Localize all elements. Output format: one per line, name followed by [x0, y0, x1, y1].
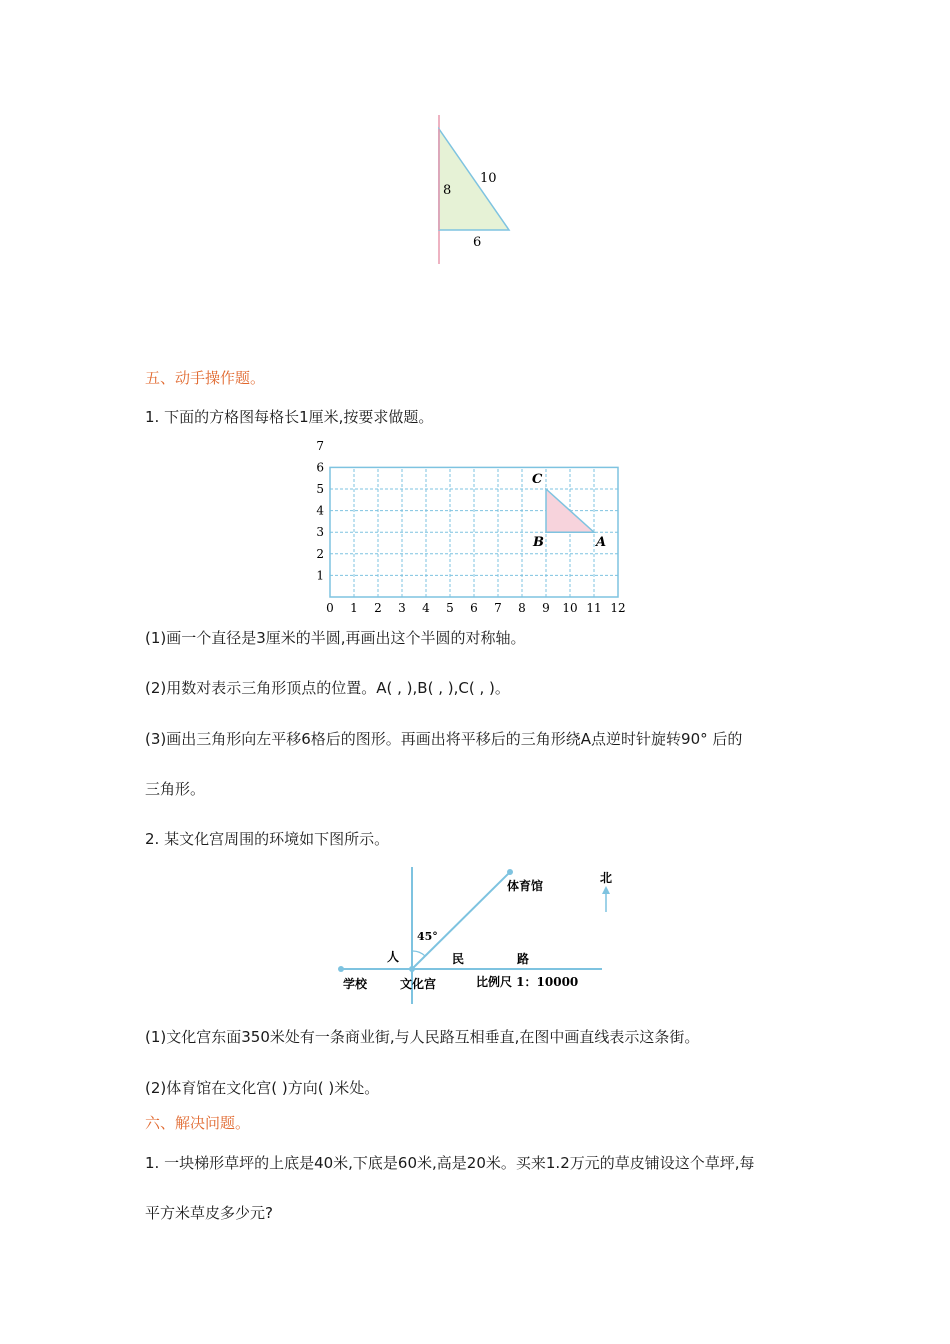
x-tick-label: 2 — [374, 601, 382, 615]
s6-q1-line2: 平方米草皮多少元? — [145, 1204, 273, 1222]
y-tick-label: 2 — [316, 546, 324, 561]
point-label-a: A — [596, 535, 607, 551]
coordinate-grid — [310, 430, 640, 620]
x-tick-label: 4 — [422, 601, 430, 615]
side-label-8: 8 — [443, 183, 452, 198]
scale-label: 比例尺 1：10000 — [476, 975, 579, 989]
road-char-1: 人 — [387, 950, 400, 964]
q2-sub2: (2)体育馆在文化宫( )方向( )米处。 — [145, 1079, 380, 1097]
angle-label: 45° — [417, 930, 438, 943]
y-tick-label: 6 — [316, 460, 324, 475]
x-tick-label: 0 — [326, 601, 334, 615]
x-tick-label: 1 — [350, 601, 358, 615]
y-tick-label: 1 — [316, 568, 324, 583]
y-tick-label: 3 — [316, 525, 324, 540]
x-tick-label: 7 — [494, 601, 502, 615]
right-triangle — [439, 129, 509, 230]
q1-sub3-line1: (3)画出三角形向左平移6格后的图形。再画出将平移后的三角形绕A点逆时针旋转90° 后的 — [145, 730, 743, 748]
x-tick-label: 9 — [542, 601, 550, 615]
x-tick-label: 12 — [610, 601, 626, 615]
palace-label: 文化宫 — [400, 977, 437, 991]
y-tick-label: 5 — [316, 482, 324, 496]
gym-label: 体育馆 — [507, 879, 544, 893]
school-label: 学校 — [343, 977, 368, 991]
section5-title: 五、动手操作题。 — [145, 369, 266, 387]
y-tick-label: 4 — [316, 503, 324, 518]
side-label-6: 6 — [473, 235, 482, 250]
x-tick-label: 5 — [446, 601, 454, 615]
x-tick-label: 3 — [398, 601, 406, 615]
gym-dot — [507, 869, 513, 875]
y-tick-label: 7 — [316, 438, 324, 453]
q1-sub1: (1)画一个直径是3厘米的半圆,再画出这个半圆的对称轴。 — [145, 629, 526, 647]
angle-arc — [412, 951, 425, 956]
road-char-2: 民 — [452, 952, 465, 966]
q2-sub1: (1)文化宫东面350米处有一条商业街,与人民路互相垂直,在图中画直线表示这条街。 — [145, 1028, 700, 1046]
q1-sub2: (2)用数对表示三角形顶点的位置。A( , ),B( , ),C( , )。 — [145, 679, 510, 697]
q2-prompt: 2. 某文化宫周围的环境如下图所示。 — [145, 830, 390, 848]
x-tick-label: 6 — [470, 601, 478, 615]
q1-prompt: 1. 下面的方格图每格长1厘米,按要求做题。 — [145, 408, 434, 426]
x-tick-label: 8 — [518, 601, 526, 615]
point-label-c: C — [532, 472, 543, 487]
north-label: 北 — [600, 871, 613, 885]
road-char-3: 路 — [517, 952, 530, 966]
point-label-b: B — [533, 535, 544, 551]
school-dot — [338, 966, 344, 972]
section6-title: 六、解决问题。 — [145, 1114, 251, 1132]
side-label-10: 10 — [480, 171, 497, 186]
q1-sub3-line2: 三角形。 — [145, 780, 206, 798]
x-tick-label: 11 — [586, 601, 602, 615]
map-figure — [330, 862, 620, 1008]
x-tick-label: 10 — [562, 601, 578, 615]
s6-q1-line1: 1. 一块梯形草坪的上底是40米,下底是60米,高是20米。买来1.2万元的草皮铺设这个草坪,每 — [145, 1154, 755, 1172]
right-triangle-figure — [420, 110, 530, 270]
